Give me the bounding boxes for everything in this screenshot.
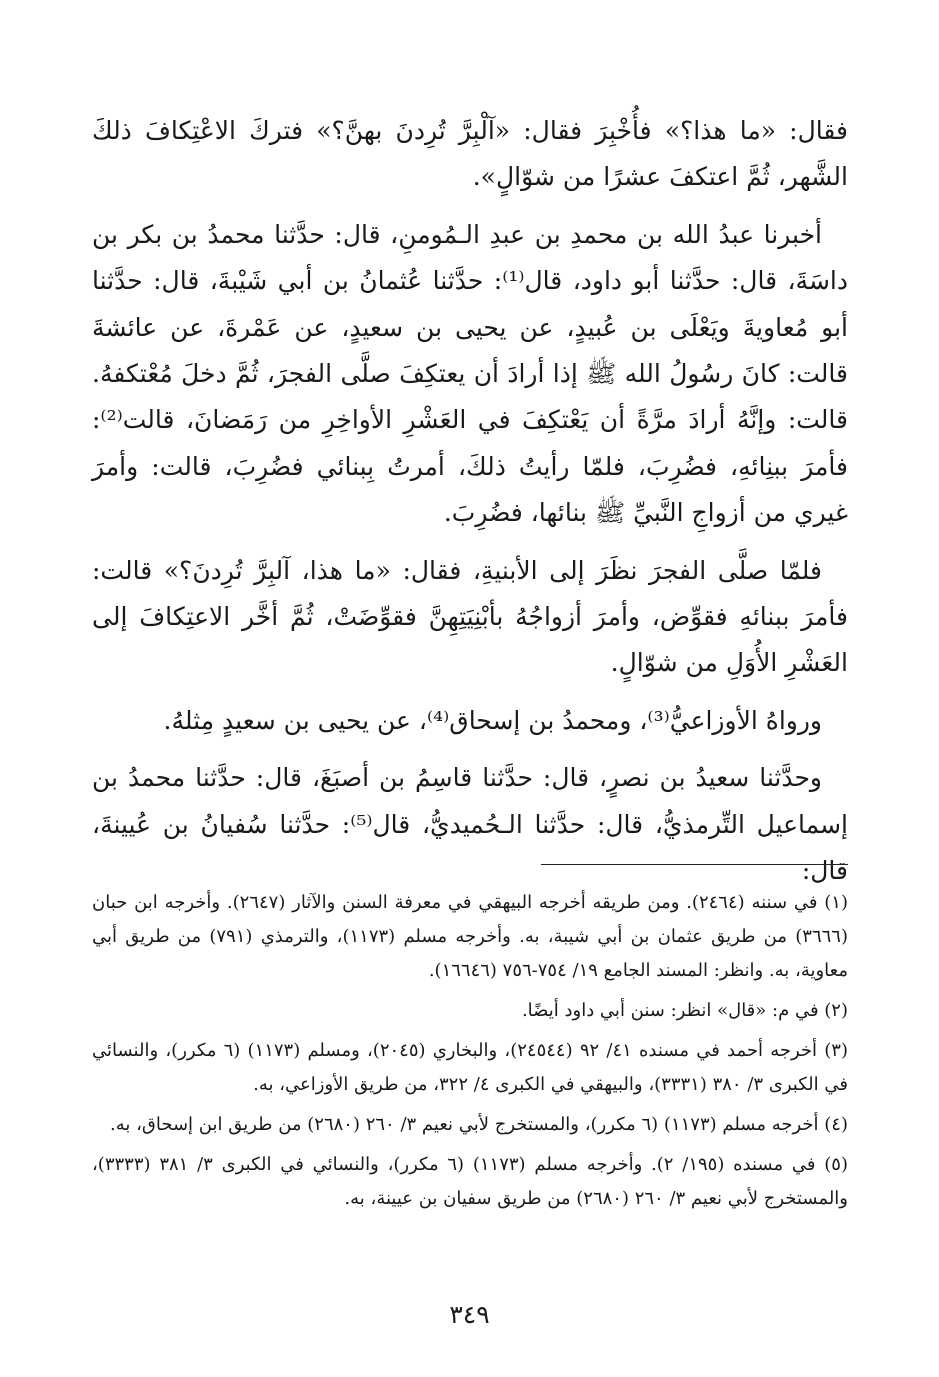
footnote-2: (٢) في م: «قال» انظر: سنن أبي داود أيضًا. — [521, 1000, 848, 1021]
footnote-1: (١) في سننه (٢٤٦٤). ومن طريقه أخرجه البيهقي في معرفة السنن والآثار (٢٦٤٧). وأخرجه ابن حبان (٣٦٦٦) من طريق عثمان بن أبي شيبة، به. وأخرجه مسلم (١١٧٣)، والترمذي (٧٩١) من طريق أبي معاوية، به. وانظر: المسند الجامع ١٩/ ٧٥٤-٧٥٦ (١٦٦٤٦). — [92, 892, 848, 981]
paragraph-1: فقال: «ما هذا؟» فأُخْبِرَ فقال: «آلْبِرَّ تُرِدنَ بهنَّ؟» فتركَ الاعْتِكافَ ذلكَ الشَّهر، ثُمَّ اعتكفَ عشرًا من شوّالٍ». — [92, 116, 848, 192]
paragraph-5: وحدَّثنا سعيدُ بن نصرٍ، قال: حدَّثنا قاسِمُ بن أصبَغَ، قال: حدَّثنا محمدُ بن إسماعيل التِّرمذيُّ، قال: حدَّثنا الـحُميديُّ، قال⁽⁵⁾: حدَّثنا سُفيانُ بن عُيينةَ، قال: — [92, 763, 848, 886]
footnote-5: (٥) في مسنده (١٩٥/ ٢). وأخرجه مسلم (١١٧٣) (٦ مكرر)، والنسائي في الكبرى ٣/ ٣٨١ (٣٣٣٣)، والمستخرج لأبي نعيم ٣/ ٢٦٠ (٢٦٨٠) من طريق سفيان بن عيينة، به. — [92, 1154, 848, 1209]
footnote-3: (٣) أخرجه أحمد في مسنده ٤١/ ٩٢ (٢٤٥٤٤)، والبخاري (٢٠٤٥)، ومسلم (١١٧٣) (٦ مكرر)، والنسائي في الكبرى ٣/ ٣٨٠ (٣٣٣١)، والبيهقي في الكبرى ٤/ ٣٢٢، من طريق الأوزاعي، به. — [92, 1040, 848, 1095]
footnote-4: (٤) أخرجه مسلم (١١٧٣) (٦ مكرر)، والمستخرج لأبي نعيم ٣/ ٢٦٠ (٢٦٨٠) من طريق ابن إسحاق، به. — [109, 1114, 848, 1135]
footnote-divider — [541, 864, 848, 865]
page-number: ٣٤٩ — [449, 1300, 490, 1329]
main-text — [92, 108, 848, 906]
paragraph-2: أخبرنا عبدُ الله بن محمدِ بن عبدِ الـمُومنِ، قال: حدَّثنا محمدُ بن بكر بن داسَةَ، قال: حدَّثنا أبو داود، قال⁽¹⁾: حدَّثنا عُثمانُ بن أبي شَيْبةَ، قال: حدَّثنا أبو مُعاويةَ ويَعْلَى بن عُبيدٍ، عن يحيى بن سعيدٍ، عن عَمْرةَ، عن عائشةَ قالت: كانَ رسُولُ الله ﷺ إذا أرادَ أن يعتكِفَ صلَّى الفجرَ، ثُمَّ دخلَ مُعْتكفهُ. قالت: وإنَّهُ أرادَ مرَّةً أن يَعْتكِفَ في العَشْرِ الأواخِرِ من رَمَضانَ، قالت⁽²⁾: فأمرَ ببنِائهِ، فضُرِبَ، فلمّا رأيتُ ذلكَ، أمرتُ بِبنائي فضُرِبَ، قالت: وأمرَ غيري من أزواجِ النَّبيِّ ﷺ بنائها، فضُرِبَ. — [92, 219, 848, 528]
paragraph-4: ورواهُ الأوزاعيُّ⁽³⁾، ومحمدُ بن إسحاق⁽⁴⁾، عن يحيى بن سعيدٍ مِثلهُ. — [163, 705, 822, 735]
footnotes — [92, 886, 848, 1222]
paragraph-3: فلمّا صلَّى الفجرَ نظَرَ إلى الأبنيةِ، فقال: «ما هذا، آلبِرَّ تُرِدنَ؟» قالت: فأمرَ ببنائهِ فقوِّض، وأمرَ أزواجُهُ بأبْنِيَتِهِنَّ فقوِّضَتْ، ثُمَّ أخَّر الاعتِكافَ إلى العَشْرِ الأُوَلِ من شوّالٍ. — [92, 555, 848, 678]
